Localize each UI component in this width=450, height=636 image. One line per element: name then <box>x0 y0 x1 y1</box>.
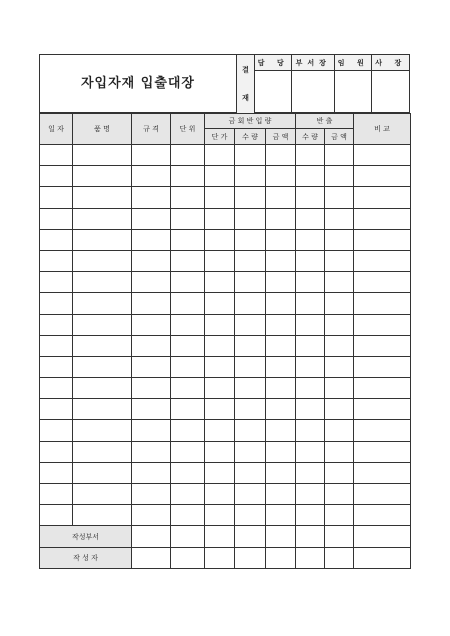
table-row <box>40 187 411 208</box>
table-row <box>40 356 411 377</box>
cell-in-qty[interactable] <box>235 462 266 483</box>
document-title: 자입자재 입출대장 <box>81 76 195 91</box>
cell-out-qty[interactable] <box>296 505 325 526</box>
table-row <box>40 378 411 399</box>
signature-box-manager[interactable] <box>255 71 292 114</box>
cell-in-price[interactable] <box>205 505 235 526</box>
header-out-qty: 수 량 <box>296 129 325 145</box>
cell-unit[interactable] <box>171 505 205 526</box>
cell-in-amount[interactable] <box>266 505 296 526</box>
signer-label-dept-head: 부서장 <box>292 55 335 71</box>
cell-spec[interactable] <box>132 272 171 293</box>
cell-spec[interactable] <box>132 208 171 229</box>
cell-date[interactable] <box>40 166 73 187</box>
cell-out-amount[interactable] <box>325 420 354 441</box>
footer-writer-cell[interactable] <box>132 547 171 569</box>
cell-spec[interactable] <box>132 420 171 441</box>
cell-item[interactable] <box>73 484 132 505</box>
footer-dept-label: 작성부서 <box>40 526 132 548</box>
cell-item[interactable] <box>73 356 132 377</box>
cell-in-price[interactable] <box>205 462 235 483</box>
cell-date[interactable] <box>40 272 73 293</box>
cell-remarks[interactable] <box>354 145 411 166</box>
cell-in-qty[interactable] <box>235 250 266 271</box>
cell-remarks[interactable] <box>354 441 411 462</box>
cell-date[interactable] <box>40 462 73 483</box>
cell-date[interactable] <box>40 356 73 377</box>
cell-out-qty[interactable] <box>296 293 325 314</box>
signer-label-president: 사 장 <box>372 55 410 71</box>
footer-dept-cell[interactable] <box>235 526 266 548</box>
table-row <box>40 484 411 505</box>
cell-out-qty[interactable] <box>296 272 325 293</box>
cell-item[interactable] <box>73 293 132 314</box>
cell-item[interactable] <box>73 441 132 462</box>
cell-out-amount[interactable] <box>325 356 354 377</box>
cell-spec[interactable] <box>132 356 171 377</box>
cell-date[interactable] <box>40 505 73 526</box>
cell-out-amount[interactable] <box>325 166 354 187</box>
cell-date[interactable] <box>40 484 73 505</box>
cell-in-price[interactable] <box>205 293 235 314</box>
cell-out-amount[interactable] <box>325 187 354 208</box>
cell-in-amount[interactable] <box>266 272 296 293</box>
header-out-amount: 금 액 <box>325 129 354 145</box>
cell-out-amount[interactable] <box>325 484 354 505</box>
cell-spec[interactable] <box>132 314 171 335</box>
footer-writer-cell[interactable] <box>171 547 205 569</box>
cell-out-amount[interactable] <box>325 505 354 526</box>
cell-date[interactable] <box>40 420 73 441</box>
cell-item[interactable] <box>73 462 132 483</box>
cell-date[interactable] <box>40 314 73 335</box>
cell-remarks[interactable] <box>354 505 411 526</box>
header-in-price: 단 가 <box>205 129 235 145</box>
cell-out-amount[interactable] <box>325 378 354 399</box>
header-inbound-group: 금 회 반 입 량 <box>205 114 296 129</box>
table-row <box>40 505 411 526</box>
footer-dept-cell[interactable] <box>296 526 325 548</box>
cell-spec[interactable] <box>132 462 171 483</box>
signature-box-president[interactable] <box>372 71 410 114</box>
cell-in-qty[interactable] <box>235 314 266 335</box>
footer-dept-cell[interactable] <box>354 526 411 548</box>
cell-date[interactable] <box>40 250 73 271</box>
cell-out-qty[interactable] <box>296 250 325 271</box>
cell-in-amount[interactable] <box>266 293 296 314</box>
cell-in-amount[interactable] <box>266 420 296 441</box>
cell-remarks[interactable] <box>354 314 411 335</box>
footer-writer-cell[interactable] <box>296 547 325 569</box>
header-in-amount: 금 액 <box>266 129 296 145</box>
cell-date[interactable] <box>40 335 73 356</box>
footer-dept-cell[interactable] <box>205 526 235 548</box>
cell-item[interactable] <box>73 272 132 293</box>
cell-out-qty[interactable] <box>296 208 325 229</box>
cell-out-qty[interactable] <box>296 356 325 377</box>
table-row <box>40 166 411 187</box>
cell-item[interactable] <box>73 145 132 166</box>
cell-item[interactable] <box>73 166 132 187</box>
cell-in-qty[interactable] <box>235 484 266 505</box>
cell-in-price[interactable] <box>205 314 235 335</box>
header-outbound-group: 반 출 <box>296 114 354 129</box>
table-row <box>40 462 411 483</box>
cell-unit[interactable] <box>171 145 205 166</box>
cell-unit[interactable] <box>171 356 205 377</box>
cell-in-qty[interactable] <box>235 420 266 441</box>
cell-in-qty[interactable] <box>235 378 266 399</box>
approval-side-label-bottom: 재 <box>242 94 249 102</box>
table-row <box>40 145 411 166</box>
cell-remarks[interactable] <box>354 420 411 441</box>
cell-in-amount[interactable] <box>266 250 296 271</box>
cell-unit[interactable] <box>171 335 205 356</box>
cell-unit[interactable] <box>171 229 205 250</box>
footer-dept-cell[interactable] <box>325 526 354 548</box>
cell-item[interactable] <box>73 420 132 441</box>
cell-out-amount[interactable] <box>325 314 354 335</box>
cell-date[interactable] <box>40 293 73 314</box>
header-in-qty: 수 량 <box>235 129 266 145</box>
cell-in-price[interactable] <box>205 229 235 250</box>
cell-out-qty[interactable] <box>296 484 325 505</box>
cell-remarks[interactable] <box>354 166 411 187</box>
footer-writer-cell[interactable] <box>235 547 266 569</box>
cell-in-amount[interactable] <box>266 462 296 483</box>
cell-spec[interactable] <box>132 484 171 505</box>
table-row <box>40 293 411 314</box>
cell-date[interactable] <box>40 399 73 420</box>
cell-out-qty[interactable] <box>296 314 325 335</box>
cell-item[interactable] <box>73 505 132 526</box>
cell-item[interactable] <box>73 378 132 399</box>
table-row <box>40 420 411 441</box>
cell-unit[interactable] <box>171 272 205 293</box>
cell-unit[interactable] <box>171 208 205 229</box>
cell-out-amount[interactable] <box>325 335 354 356</box>
cell-spec[interactable] <box>132 166 171 187</box>
header-unit: 단 위 <box>171 114 205 145</box>
cell-out-amount[interactable] <box>325 462 354 483</box>
cell-in-price[interactable] <box>205 356 235 377</box>
cell-spec[interactable] <box>132 505 171 526</box>
footer-dept-cell[interactable] <box>266 526 296 548</box>
cell-in-price[interactable] <box>205 166 235 187</box>
cell-in-amount[interactable] <box>266 378 296 399</box>
cell-in-amount[interactable] <box>266 335 296 356</box>
cell-in-amount[interactable] <box>266 356 296 377</box>
cell-item[interactable] <box>73 229 132 250</box>
cell-out-amount[interactable] <box>325 145 354 166</box>
footer-writer-cell[interactable] <box>266 547 296 569</box>
cell-in-price[interactable] <box>205 145 235 166</box>
cell-remarks[interactable] <box>354 399 411 420</box>
ledger-table <box>39 113 411 569</box>
cell-out-qty[interactable] <box>296 229 325 250</box>
table-row <box>40 272 411 293</box>
cell-unit[interactable] <box>171 484 205 505</box>
cell-in-qty[interactable] <box>235 208 266 229</box>
cell-remarks[interactable] <box>354 293 411 314</box>
cell-out-qty[interactable] <box>296 378 325 399</box>
cell-date[interactable] <box>40 187 73 208</box>
cell-in-price[interactable] <box>205 187 235 208</box>
cell-out-qty[interactable] <box>296 399 325 420</box>
cell-in-qty[interactable] <box>235 441 266 462</box>
cell-in-amount[interactable] <box>266 187 296 208</box>
cell-in-qty[interactable] <box>235 356 266 377</box>
cell-remarks[interactable] <box>354 250 411 271</box>
cell-unit[interactable] <box>171 187 205 208</box>
cell-out-qty[interactable] <box>296 187 325 208</box>
cell-item[interactable] <box>73 399 132 420</box>
cell-unit[interactable] <box>171 399 205 420</box>
cell-unit[interactable] <box>171 420 205 441</box>
cell-in-price[interactable] <box>205 378 235 399</box>
cell-date[interactable] <box>40 208 73 229</box>
cell-date[interactable] <box>40 229 73 250</box>
cell-in-amount[interactable] <box>266 399 296 420</box>
cell-remarks[interactable] <box>354 229 411 250</box>
footer-writer-label: 작 성 자 <box>40 547 132 569</box>
cell-in-qty[interactable] <box>235 187 266 208</box>
cell-in-qty[interactable] <box>235 166 266 187</box>
cell-unit[interactable] <box>171 462 205 483</box>
cell-remarks[interactable] <box>354 187 411 208</box>
cell-out-qty[interactable] <box>296 420 325 441</box>
cell-in-qty[interactable] <box>235 272 266 293</box>
cell-spec[interactable] <box>132 293 171 314</box>
header-spec: 규 격 <box>132 114 171 145</box>
cell-item[interactable] <box>73 208 132 229</box>
signature-box-executive[interactable] <box>335 71 372 114</box>
table-row <box>40 335 411 356</box>
cell-item[interactable] <box>73 335 132 356</box>
cell-spec[interactable] <box>132 399 171 420</box>
cell-unit[interactable] <box>171 250 205 271</box>
footer-writer-cell[interactable] <box>205 547 235 569</box>
cell-out-qty[interactable] <box>296 335 325 356</box>
cell-out-qty[interactable] <box>296 145 325 166</box>
cell-in-price[interactable] <box>205 250 235 271</box>
cell-date[interactable] <box>40 378 73 399</box>
cell-in-amount[interactable] <box>266 166 296 187</box>
cell-out-amount[interactable] <box>325 272 354 293</box>
cell-out-qty[interactable] <box>296 166 325 187</box>
cell-remarks[interactable] <box>354 484 411 505</box>
cell-in-qty[interactable] <box>235 335 266 356</box>
signer-label-manager: 담 당 <box>255 55 292 71</box>
approval-side-label <box>237 55 255 114</box>
cell-remarks[interactable] <box>354 356 411 377</box>
cell-in-qty[interactable] <box>235 229 266 250</box>
cell-out-amount[interactable] <box>325 250 354 271</box>
cell-item[interactable] <box>73 187 132 208</box>
cell-out-amount[interactable] <box>325 208 354 229</box>
cell-out-amount[interactable] <box>325 293 354 314</box>
cell-item[interactable] <box>73 250 132 271</box>
cell-in-price[interactable] <box>205 484 235 505</box>
cell-in-price[interactable] <box>205 208 235 229</box>
cell-in-amount[interactable] <box>266 208 296 229</box>
header-remarks: 비 교 <box>354 114 411 145</box>
table-row <box>40 399 411 420</box>
cell-remarks[interactable] <box>354 335 411 356</box>
cell-spec[interactable] <box>132 145 171 166</box>
cell-spec[interactable] <box>132 441 171 462</box>
footer-dept-cell[interactable] <box>132 526 171 548</box>
cell-in-price[interactable] <box>205 441 235 462</box>
cell-item[interactable] <box>73 314 132 335</box>
cell-date[interactable] <box>40 145 73 166</box>
table-row <box>40 441 411 462</box>
footer-writer-cell[interactable] <box>354 547 411 569</box>
cell-out-amount[interactable] <box>325 229 354 250</box>
header-item: 품 명 <box>73 114 132 145</box>
signature-box-dept-head[interactable] <box>292 71 335 114</box>
table-row <box>40 208 411 229</box>
cell-unit[interactable] <box>171 293 205 314</box>
ledger-body <box>40 145 411 526</box>
cell-in-qty[interactable] <box>235 145 266 166</box>
cell-in-amount[interactable] <box>266 229 296 250</box>
cell-unit[interactable] <box>171 314 205 335</box>
cell-spec[interactable] <box>132 229 171 250</box>
cell-out-amount[interactable] <box>325 399 354 420</box>
cell-in-amount[interactable] <box>266 314 296 335</box>
cell-out-qty[interactable] <box>296 441 325 462</box>
cell-out-amount[interactable] <box>325 441 354 462</box>
approval-side-label-top: 결 <box>242 66 249 74</box>
cell-in-qty[interactable] <box>235 293 266 314</box>
cell-unit[interactable] <box>171 166 205 187</box>
cell-spec[interactable] <box>132 335 171 356</box>
cell-remarks[interactable] <box>354 378 411 399</box>
cell-date[interactable] <box>40 441 73 462</box>
cell-spec[interactable] <box>132 378 171 399</box>
cell-in-qty[interactable] <box>235 399 266 420</box>
cell-unit[interactable] <box>171 441 205 462</box>
header-date: 일 자 <box>40 114 73 145</box>
cell-in-amount[interactable] <box>266 145 296 166</box>
cell-in-amount[interactable] <box>266 484 296 505</box>
approval-block <box>236 54 410 114</box>
cell-in-price[interactable] <box>205 335 235 356</box>
footer-dept-cell[interactable] <box>171 526 205 548</box>
cell-in-qty[interactable] <box>235 505 266 526</box>
cell-remarks[interactable] <box>354 272 411 293</box>
footer-writer-cell[interactable] <box>325 547 354 569</box>
signer-label-executive: 임 원 <box>335 55 372 71</box>
cell-spec[interactable] <box>132 187 171 208</box>
cell-in-amount[interactable] <box>266 441 296 462</box>
table-row <box>40 229 411 250</box>
cell-remarks[interactable] <box>354 208 411 229</box>
cell-in-price[interactable] <box>205 399 235 420</box>
cell-remarks[interactable] <box>354 462 411 483</box>
cell-spec[interactable] <box>132 250 171 271</box>
cell-out-qty[interactable] <box>296 462 325 483</box>
cell-unit[interactable] <box>171 378 205 399</box>
table-row <box>40 250 411 271</box>
cell-in-price[interactable] <box>205 420 235 441</box>
table-row <box>40 314 411 335</box>
cell-in-price[interactable] <box>205 272 235 293</box>
